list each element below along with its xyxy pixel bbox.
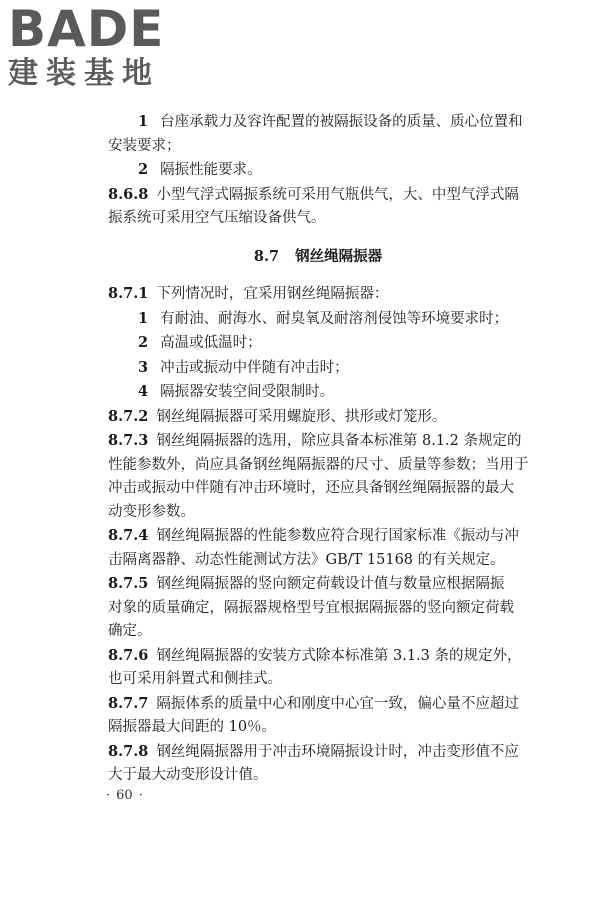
item-text: 隔振性能要求。 <box>160 162 262 178</box>
item-number: 2 <box>138 334 149 351</box>
item-text: 有耐油、耐海水、耐臭氧及耐溶剂侵蚀等环境要求时； <box>160 310 509 327</box>
clause-number: 8.6.8 <box>108 185 149 203</box>
clause-8-6-8-cont: 振系统可采用空气压缩设备供气。 <box>108 210 326 226</box>
clause-8-7-5-cont: 对象的质量确定，隔振器规格型号宜根据隔振器的竖向额定荷载 <box>108 599 514 616</box>
clause-8-7-3-cont: 性能参数外，尚应具备钢丝绳隔振器的尺寸、质量等参数；当用于 <box>108 456 529 473</box>
page-dot-right: · <box>138 788 143 803</box>
clause-8-7-7-cont: 隔振器最大间距的 10％。 <box>108 719 277 735</box>
clause-8-7-6 <box>108 644 528 669</box>
clause-8-7-6-cont: 也可采用斜置式和侧挂式。 <box>108 671 282 687</box>
clause-8-7-1 <box>108 282 528 307</box>
clause-number: 8.7.4 <box>108 527 149 544</box>
clause-number: 8.7.2 <box>108 407 149 425</box>
section-number: 8.7 <box>253 247 280 265</box>
clause-item-1-cont: 安装要求； <box>108 137 181 154</box>
list-item <box>108 331 528 356</box>
item-number: 1 <box>138 113 149 130</box>
clause-8-7-2 <box>108 405 528 430</box>
clause-item-2 <box>108 158 528 183</box>
clause-text: 钢丝绳隔振器的性能参数应符合现行国家标准《振动与冲 <box>156 528 519 544</box>
clause-8-7-5-cont: 确定。 <box>108 623 152 639</box>
page-body <box>108 110 528 788</box>
clause-text: 钢丝绳隔振器的安装方式除本标准第 3.1.3 条的规定外， <box>156 647 522 664</box>
page-number-value: 60 <box>116 788 133 803</box>
item-text: 台座承载力及容许配置的被隔振设备的质量、质心位置和 <box>160 114 523 130</box>
clause-number: 8.7.8 <box>108 742 149 760</box>
brand-logo <box>8 0 178 94</box>
clause-8-7-5 <box>108 572 528 597</box>
item-number: 2 <box>138 161 149 178</box>
clause-number: 8.7.5 <box>108 575 149 592</box>
clause-text: 小型气浮式隔振系统可采用气瓶供气，大、中型气浮式隔 <box>156 186 519 203</box>
clause-text: 钢丝绳隔振器的选用，除应具备本标准第 8.1.2 条规定的 <box>156 433 522 449</box>
clause-number: 8.7.3 <box>108 432 149 449</box>
clause-8-7-4 <box>108 524 528 549</box>
clause-8-6-8 <box>108 183 528 208</box>
clause-8-7-7 <box>108 692 528 717</box>
clause-number: 8.7.6 <box>108 646 149 664</box>
section-title: 钢丝绳隔振器 <box>295 247 383 265</box>
item-number: 4 <box>138 383 149 400</box>
item-text: 冲击或振动中伴随有冲击时； <box>160 359 349 376</box>
list-item <box>108 356 528 381</box>
logo-brand: BADE <box>8 0 165 58</box>
clause-8-7-8 <box>108 740 528 765</box>
clause-8-7-3 <box>108 429 528 454</box>
item-text: 高温或低温时； <box>160 335 262 351</box>
page-number <box>100 788 149 803</box>
item-number: 1 <box>138 309 149 327</box>
clause-8-7-3-cont: 冲击或振动中伴随有冲击环境时，还应具备钢丝绳隔振器的最大 <box>108 480 514 496</box>
clause-number: 8.7.1 <box>108 285 149 302</box>
clause-item-1 <box>108 110 528 135</box>
clause-text: 隔振体系的质量中心和刚度中心宜一致，偏心量不应超过 <box>156 695 519 712</box>
section-heading-8-7 <box>108 245 528 269</box>
clause-8-7-4-cont: 击隔离器静、动态性能测试方法》GB/T 15168 的有关规定。 <box>108 551 505 568</box>
clause-text: 钢丝绳隔振器用于冲击环境隔振设计时，冲击变形值不应 <box>156 743 519 760</box>
list-item <box>108 307 528 332</box>
page-dot-left: · <box>106 788 111 803</box>
clause-number: 8.7.7 <box>108 694 149 712</box>
clause-8-7-8-cont: 大于最大动变形设计值。 <box>108 767 268 783</box>
item-text: 隔振器安装空间受限制时。 <box>160 384 335 400</box>
item-number: 3 <box>138 358 149 376</box>
logo-subtitle: 建装基地 <box>8 56 160 91</box>
clause-8-7-3-cont: 动变形参数。 <box>108 503 195 520</box>
clause-text: 钢丝绳隔振器可采用螺旋形、拱形或灯笼形。 <box>156 408 447 425</box>
list-item <box>108 380 528 405</box>
clause-text: 下列情况时，宜采用钢丝绳隔振器： <box>156 286 389 302</box>
clause-text: 钢丝绳隔振器的竖向额定荷载设计值与数量应根据隔振 <box>156 576 505 592</box>
